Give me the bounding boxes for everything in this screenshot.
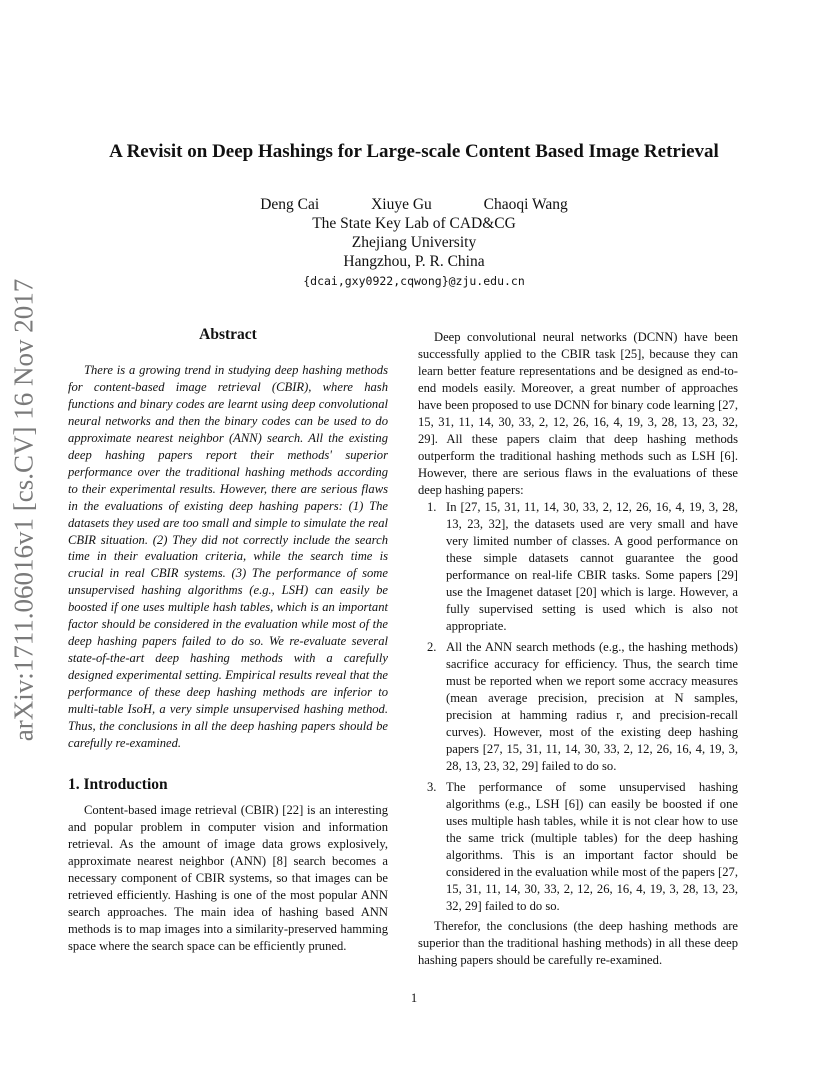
right-intro-paragraph [418,329,738,499]
arxiv-sidebar [4,260,44,760]
list-item [418,639,738,775]
affiliation-lab: The State Key Lab of CAD&CG [312,215,516,232]
author-list [100,196,728,214]
list-number: 1. [427,500,437,514]
list-number: 3. [427,780,437,794]
abstract-heading: Abstract [199,326,257,343]
abstract-text: There is a growing trend in studying deep hashing methods for content-based image retrieval (CBIR), where hash functions and binary codes are learnt using deep convolutional neural networks and then the binary codes can be used to do approximate nearest neighbor (ANN) search. All the existing deep hashing papers report their methods' superior performance over the traditional hashing methods according to their experimental results. However, there are serious flaws in the evaluations of existing deep hashing papers: (1) The datasets they used are too small and simple to simulate the real CBIR situation. (2) They did not correctly include the search time in their evaluation criteria, while the search time is crucial in real CBIR systems. (3) The performance of some unsupervised hashing algorithms (e.g., LSH) can easily be boosted if one uses multiple hash tables, which is an important factor should be considered in the evaluation while most of the deep hashing papers failed to do so. We re-evaluate several state-of-the-art deep hashing methods with a carefully designed experimental setting. Empirical results reveal that the performance of these deep hashing methods are inferior to multi-table IsoH, a very simple unsupervised hashing method. Thus, the conclusions in all the deep hashing papers should be carefully re-examined. [68,363,388,750]
affiliation-university: Zhejiang University [351,234,477,251]
list-text: The performance of some unsupervised hashing algorithms (e.g., LSH [6]) can easily be boosted if one uses multiple hash tables, while it is not clear how to use the same trick (multiple tables) for the deep hashing algorithms. This is an important factor should be considered in the evaluation while most of the papers [27, 15, 31, 11, 14, 30, 33, 2, 12, 26, 16, 4, 19, 3, 28, 13, 23, 32, 29] failed to do so. [446,780,738,913]
author-name: Chaoqi Wang [483,196,568,213]
arxiv-id: arXiv:1711.06016v1 [cs.CV] 16 Nov 2017 [8,278,39,742]
list-number: 2. [427,640,437,654]
introduction-text: Content-based image retrieval (CBIR) [22] is an interesting and popular problem in computer vision and information retrieval. As the amount of image data grows explosively, approximate nearest neighbor (ANN) [8] search becomes a necessary component of CBIR systems, so that images can be retrieved efficiently. Hashing is one of the most popular ANN search approaches. The main idea of hashing based ANN methods is to map images into a similarity-preserved hamming space where the search space can be efficiently pruned. [68,803,388,953]
author-name: Xiuye Gu [371,196,432,213]
page-number: 1 [410,991,418,1005]
introduction-section [68,776,388,955]
introduction-heading: 1. Introduction [68,776,168,793]
affiliation-location: Hangzhou, P. R. China [343,253,485,270]
conclusion-paragraph [418,918,738,969]
list-text: In [27, 15, 31, 11, 14, 30, 33, 2, 12, 26, 16, 4, 19, 3, 28, 13, 23, 32], the datasets used are very small and have very limited number of classes. A good performance on these simple datasets cannot guarantee the good performance on real-life CBIR tasks. Some papers [29] use the Imagenet dataset [20] which is large. However, a fully supervised setting is used which is also not appropriate. [446,500,738,633]
paper-title: A Revisit on Deep Hashings for Large-scale Content Based Image Retrieval [109,141,719,162]
paragraph-text: Deep convolutional neural networks (DCNN) have been successfully applied to the CBIR task [25], because they can learn better feature representations and be designed as end-to-end models easily. Moreover, a great number of approaches have been proposed to use DCNN for binary code learning [27, 15, 31, 11, 14, 30, 33, 2, 12, 26, 16, 4, 19, 3, 28, 13, 23, 32, 29]. All these papers claim that deep hashing methods outperform the traditional hashing methods such as LSH [6]. However, there are serious flaws in the evaluations of these deep hashing papers: [418,330,738,497]
list-text: All the ANN search methods (e.g., the hashing methods) sacrifice accuracy for efficiency. Thus, the search time must be reported when we report some accracy measures (mean average precision, precision at N samples, precision at hamming radius r, and precision-recall curves). However, most of the existing deep hashing papers [27, 15, 31, 11, 14, 30, 33, 2, 12, 26, 16, 4, 19, 3, 28, 13, 23, 32, 29] failed to do so. [446,640,738,773]
author-email: {dcai,gxy0922,cqwong}@zju.edu.cn [303,274,525,288]
abstract-section [68,326,388,752]
list-item [418,779,738,915]
paragraph-text: Therefor, the conclusions (the deep hashing methods are superior than the traditional hashing methods) in all these deep hashing papers should be carefully re-examined. [418,919,738,967]
author-name: Deng Cai [260,196,320,213]
list-item [418,499,738,635]
